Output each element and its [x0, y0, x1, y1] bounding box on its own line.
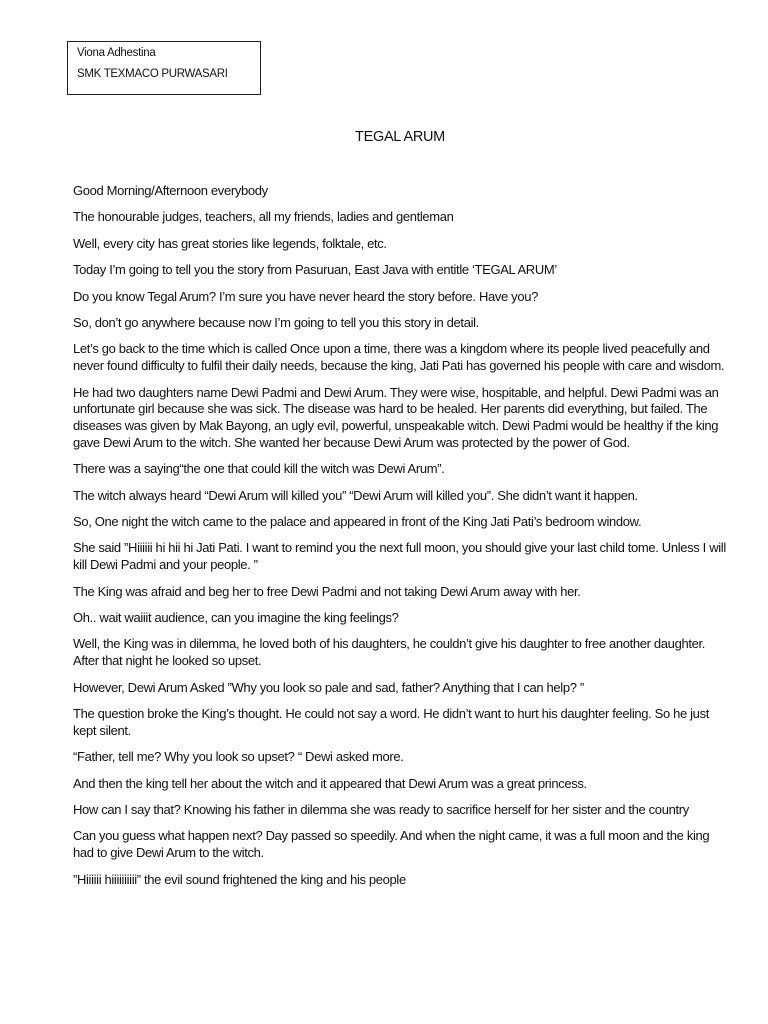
paragraph: Well, every city has great stories like legends, folktale, etc. — [73, 235, 387, 251]
paragraph: “Father, tell me? Why you look so upset? “ Dewi asked more. — [73, 749, 404, 765]
school-name: SMK TEXMACO PURWASARI — [77, 68, 228, 80]
story-body — [73, 183, 733, 898]
paragraph: Let’s go back to the time which is called Once upon a time, there was a kingdom where its people lived peacefully and never found difficulty to fulfil their daily needs, because the king, Jati Pati has governed his people with care and wisdom. — [73, 341, 725, 374]
paragraph: Today I’m going to tell you the story from Pasuruan, East Java with entitle ‘TEGAL ARUM’ — [73, 262, 557, 278]
paragraph: So, don’t go anywhere because now I’m going to tell you this story in detail. — [73, 314, 479, 330]
paragraph: The King was afraid and beg her to free Dewi Padmi and not taking Dewi Arum away with her. — [73, 583, 581, 599]
author-info-box — [67, 41, 261, 95]
paragraph: ”Hiiiiii hiiiiiiiiii” the evil sound frightened the king and his people — [73, 871, 406, 887]
paragraph: Good Morning/Afternoon everybody — [73, 183, 268, 198]
paragraph: Do you know Tegal Arum? I’m sure you have never heard the story before. Have you? — [73, 288, 538, 304]
paragraph: So, One night the witch came to the palace and appeared in front of the King Jati Pati’s bedroom window. — [73, 514, 642, 530]
paragraph: And then the king tell her about the witch and it appeared that Dewi Arum was a great princess. — [73, 775, 587, 791]
story-title: TEGAL ARUM — [355, 129, 445, 145]
paragraph: Oh.. wait waiiit audience, can you imagine the king feelings? — [73, 610, 399, 626]
paragraph: She said ”Hiiiiii hi hii hi Jati Pati. I want to remind you the next full moon, you should give your last child tome. Unless I will kill Dewi Padmi and your people. ” — [73, 540, 726, 573]
paragraph: Can you guess what happen next? Day passed so speedily. And when the night came, it was a full moon and the king had to give Dewi Arum to the witch. — [73, 828, 710, 861]
paragraph: The witch always heard “Dewi Arum will killed you” “Dewi Arum will killed you”. She didn’t want it happen. — [73, 487, 638, 503]
paragraph: There was a saying“the one that could kill the witch was Dewi Arum”. — [73, 461, 445, 477]
paragraph: However, Dewi Arum Asked ”Why you look so pale and sad, father? Anything that I can help? ” — [73, 679, 584, 695]
author-name: Viona Adhestina — [77, 47, 156, 59]
paragraph: The honourable judges, teachers, all my friends, ladies and gentleman — [73, 209, 454, 225]
paragraph: The question broke the King’s thought. He could not say a word. He didn’t want to hurt his daughter feeling. So he just kept silent. — [73, 706, 709, 738]
paragraph: He had two daughters name Dewi Padmi and Dewi Arum. They were wise, hospitable, and helpful. Dewi Padmi was an unfortunate girl because she was sick. The disease was hard to be healed. Her parents did everything, but failed. The diseases was given by Mak Bayong, an ugly evil, powerful, unspeakable witch. Dewi Padmi would be healthy if the king gave Dewi Arum to the witch. She wanted her because Dewi Arum was protected by the power of God. — [73, 384, 719, 450]
paragraph: Well, the King was in dilemma, he loved both of his daughters, he couldn’t give his daughter to free another daughter. After that night he looked so upset. — [73, 636, 705, 669]
paragraph: How can I say that? Knowing his father in dilemma she was ready to sacrifice herself for her sister and the country — [73, 802, 689, 817]
